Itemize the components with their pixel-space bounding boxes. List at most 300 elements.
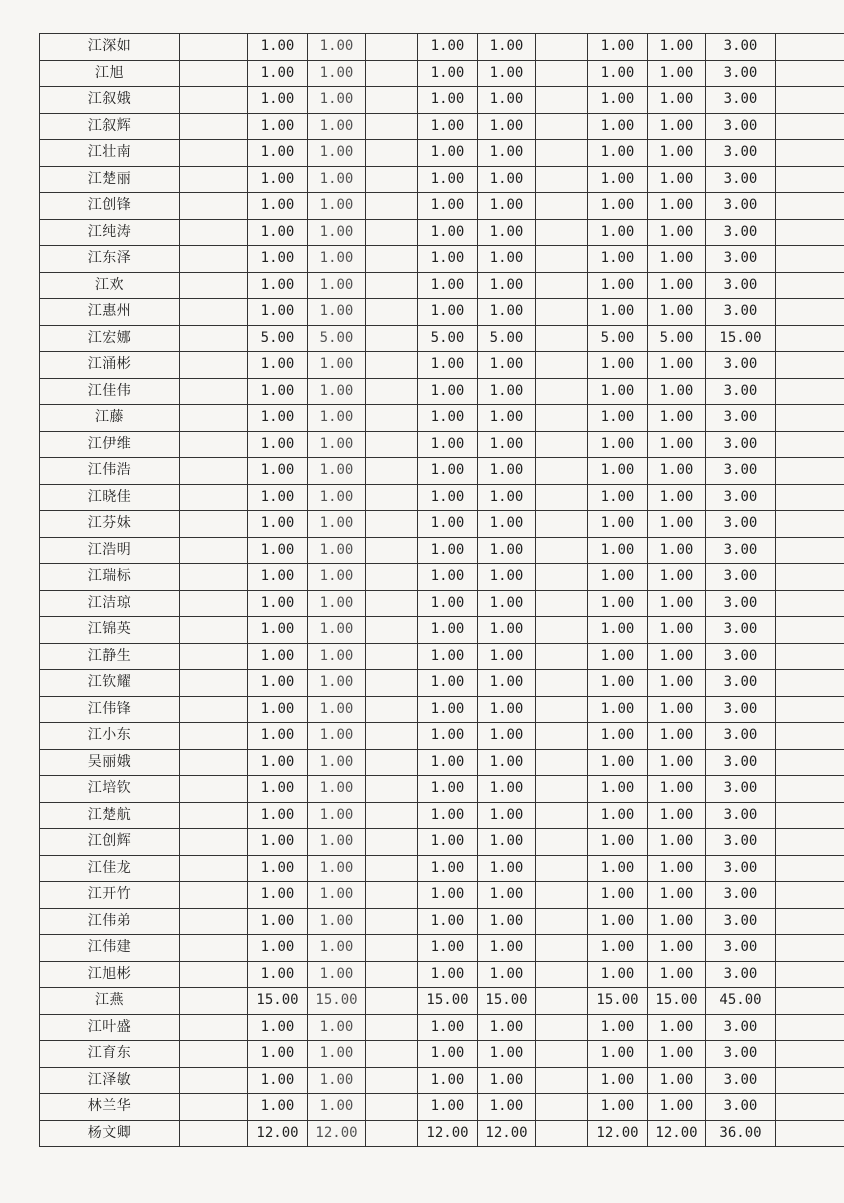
blank-cell	[180, 484, 248, 511]
amount-cell: 1.00	[588, 193, 648, 220]
amount-cell: 1.00	[418, 272, 478, 299]
blank-cell	[536, 325, 588, 352]
amount-cell: 1.00	[418, 193, 478, 220]
table-row	[40, 378, 844, 405]
amount-cell: 1.00	[308, 537, 366, 564]
amount-cell: 1.00	[308, 246, 366, 273]
table-row	[40, 1041, 844, 1068]
amount-cell: 1.00	[478, 458, 536, 485]
amount-cell: 1.00	[248, 696, 308, 723]
blank-cell	[776, 1067, 844, 1094]
amount-cell: 1.00	[248, 352, 308, 379]
amount-cell: 1.00	[308, 352, 366, 379]
table-row	[40, 988, 844, 1015]
amount-cell: 1.00	[478, 776, 536, 803]
blank-cell	[776, 511, 844, 538]
blank-cell	[366, 60, 418, 87]
person-name-cell: 江泽敏	[40, 1067, 180, 1094]
amount-cell: 1.00	[648, 1094, 706, 1121]
amount-cell: 1.00	[478, 352, 536, 379]
amount-cell: 1.00	[478, 87, 536, 114]
blank-cell	[536, 1067, 588, 1094]
blank-cell	[180, 564, 248, 591]
amount-cell: 15.00	[648, 988, 706, 1015]
blank-cell	[366, 1094, 418, 1121]
person-name-cell: 江楚丽	[40, 166, 180, 193]
blank-cell	[776, 113, 844, 140]
amount-cell: 1.00	[308, 882, 366, 909]
amount-cell: 1.00	[588, 723, 648, 750]
amount-cell: 1.00	[248, 272, 308, 299]
blank-cell	[180, 511, 248, 538]
amount-cell: 1.00	[588, 299, 648, 326]
blank-cell	[366, 246, 418, 273]
amount-cell: 1.00	[588, 405, 648, 432]
amount-cell: 1.00	[588, 590, 648, 617]
amount-cell: 1.00	[418, 246, 478, 273]
amount-cell: 1.00	[478, 882, 536, 909]
blank-cell	[536, 272, 588, 299]
amount-cell: 1.00	[588, 113, 648, 140]
ledger-table	[39, 33, 844, 1147]
amount-cell: 1.00	[418, 696, 478, 723]
table-row	[40, 855, 844, 882]
amount-cell: 1.00	[248, 564, 308, 591]
table-row	[40, 749, 844, 776]
blank-cell	[366, 537, 418, 564]
amount-cell: 1.00	[418, 908, 478, 935]
total-cell: 3.00	[706, 882, 776, 909]
amount-cell: 1.00	[248, 617, 308, 644]
table-row	[40, 246, 844, 273]
table-row	[40, 405, 844, 432]
blank-cell	[536, 246, 588, 273]
total-cell: 3.00	[706, 378, 776, 405]
blank-cell	[366, 352, 418, 379]
amount-cell: 1.00	[588, 1014, 648, 1041]
blank-cell	[180, 988, 248, 1015]
table-row	[40, 60, 844, 87]
table-row	[40, 511, 844, 538]
table-row	[40, 272, 844, 299]
blank-cell	[776, 166, 844, 193]
total-cell: 3.00	[706, 696, 776, 723]
blank-cell	[776, 1120, 844, 1147]
amount-cell: 1.00	[478, 1067, 536, 1094]
amount-cell: 1.00	[418, 961, 478, 988]
amount-cell: 1.00	[648, 193, 706, 220]
amount-cell: 1.00	[308, 802, 366, 829]
blank-cell	[776, 935, 844, 962]
blank-cell	[536, 34, 588, 61]
blank-cell	[776, 352, 844, 379]
table-row	[40, 908, 844, 935]
person-name-cell: 江佳龙	[40, 855, 180, 882]
person-name-cell: 江叙娥	[40, 87, 180, 114]
total-cell: 45.00	[706, 988, 776, 1015]
table-row	[40, 935, 844, 962]
amount-cell: 1.00	[478, 431, 536, 458]
blank-cell	[536, 564, 588, 591]
amount-cell: 1.00	[308, 670, 366, 697]
table-row	[40, 802, 844, 829]
total-cell: 3.00	[706, 670, 776, 697]
amount-cell: 5.00	[418, 325, 478, 352]
amount-cell: 1.00	[308, 140, 366, 167]
blank-cell	[536, 882, 588, 909]
total-cell: 3.00	[706, 140, 776, 167]
amount-cell: 1.00	[478, 246, 536, 273]
total-cell: 3.00	[706, 776, 776, 803]
blank-cell	[366, 1041, 418, 1068]
amount-cell: 1.00	[308, 935, 366, 962]
table-row	[40, 696, 844, 723]
person-name-cell: 江育东	[40, 1041, 180, 1068]
amount-cell: 12.00	[418, 1120, 478, 1147]
amount-cell: 1.00	[248, 537, 308, 564]
amount-cell: 1.00	[588, 961, 648, 988]
blank-cell	[366, 458, 418, 485]
amount-cell: 1.00	[418, 431, 478, 458]
blank-cell	[536, 511, 588, 538]
amount-cell: 1.00	[248, 723, 308, 750]
total-cell: 3.00	[706, 935, 776, 962]
table-row	[40, 352, 844, 379]
blank-cell	[180, 908, 248, 935]
amount-cell: 1.00	[418, 882, 478, 909]
blank-cell	[180, 87, 248, 114]
total-cell: 3.00	[706, 60, 776, 87]
blank-cell	[536, 855, 588, 882]
amount-cell: 1.00	[478, 802, 536, 829]
amount-cell: 15.00	[478, 988, 536, 1015]
person-name-cell: 江纯涛	[40, 219, 180, 246]
amount-cell: 1.00	[648, 431, 706, 458]
person-name-cell: 江壮南	[40, 140, 180, 167]
amount-cell: 1.00	[308, 113, 366, 140]
table-row	[40, 564, 844, 591]
ledger-body	[40, 34, 844, 1147]
blank-cell	[180, 140, 248, 167]
amount-cell: 1.00	[478, 1014, 536, 1041]
blank-cell	[776, 564, 844, 591]
amount-cell: 1.00	[588, 166, 648, 193]
amount-cell: 1.00	[418, 643, 478, 670]
table-row	[40, 1094, 844, 1121]
amount-cell: 1.00	[418, 1014, 478, 1041]
amount-cell: 1.00	[308, 564, 366, 591]
amount-cell: 12.00	[478, 1120, 536, 1147]
blank-cell	[776, 458, 844, 485]
amount-cell: 5.00	[248, 325, 308, 352]
blank-cell	[536, 87, 588, 114]
person-name-cell: 吴丽娥	[40, 749, 180, 776]
blank-cell	[776, 643, 844, 670]
amount-cell: 1.00	[308, 908, 366, 935]
blank-cell	[776, 696, 844, 723]
amount-cell: 1.00	[248, 166, 308, 193]
amount-cell: 1.00	[648, 882, 706, 909]
amount-cell: 1.00	[308, 458, 366, 485]
amount-cell: 1.00	[308, 1094, 366, 1121]
amount-cell: 1.00	[418, 140, 478, 167]
blank-cell	[366, 988, 418, 1015]
amount-cell: 1.00	[248, 670, 308, 697]
blank-cell	[180, 776, 248, 803]
amount-cell: 1.00	[648, 776, 706, 803]
blank-cell	[776, 299, 844, 326]
amount-cell: 1.00	[418, 590, 478, 617]
person-name-cell: 江培钦	[40, 776, 180, 803]
blank-cell	[776, 140, 844, 167]
blank-cell	[776, 431, 844, 458]
amount-cell: 1.00	[648, 723, 706, 750]
blank-cell	[536, 484, 588, 511]
blank-cell	[180, 166, 248, 193]
person-name-cell: 江伊维	[40, 431, 180, 458]
blank-cell	[776, 855, 844, 882]
blank-cell	[776, 405, 844, 432]
blank-cell	[776, 325, 844, 352]
blank-cell	[180, 1014, 248, 1041]
blank-cell	[776, 802, 844, 829]
amount-cell: 1.00	[248, 219, 308, 246]
amount-cell: 1.00	[418, 352, 478, 379]
amount-cell: 1.00	[588, 484, 648, 511]
total-cell: 3.00	[706, 246, 776, 273]
total-cell: 3.00	[706, 34, 776, 61]
amount-cell: 1.00	[308, 696, 366, 723]
person-name-cell: 江钦耀	[40, 670, 180, 697]
person-name-cell: 江旭	[40, 60, 180, 87]
table-row	[40, 1014, 844, 1041]
blank-cell	[180, 352, 248, 379]
table-row	[40, 113, 844, 140]
amount-cell: 1.00	[248, 590, 308, 617]
amount-cell: 1.00	[478, 405, 536, 432]
total-cell: 3.00	[706, 1014, 776, 1041]
amount-cell: 1.00	[248, 405, 308, 432]
amount-cell: 1.00	[588, 696, 648, 723]
amount-cell: 1.00	[248, 299, 308, 326]
amount-cell: 1.00	[648, 670, 706, 697]
amount-cell: 1.00	[588, 855, 648, 882]
blank-cell	[536, 670, 588, 697]
table-row	[40, 829, 844, 856]
person-name-cell: 江伟锋	[40, 696, 180, 723]
blank-cell	[366, 140, 418, 167]
amount-cell: 1.00	[478, 855, 536, 882]
amount-cell: 1.00	[588, 140, 648, 167]
amount-cell: 1.00	[308, 855, 366, 882]
amount-cell: 1.00	[248, 802, 308, 829]
amount-cell: 5.00	[588, 325, 648, 352]
blank-cell	[366, 749, 418, 776]
amount-cell: 1.00	[478, 643, 536, 670]
blank-cell	[366, 564, 418, 591]
amount-cell: 1.00	[418, 564, 478, 591]
table-row	[40, 961, 844, 988]
amount-cell: 12.00	[248, 1120, 308, 1147]
amount-cell: 1.00	[248, 1041, 308, 1068]
amount-cell: 1.00	[478, 696, 536, 723]
total-cell: 3.00	[706, 749, 776, 776]
blank-cell	[536, 166, 588, 193]
total-cell: 3.00	[706, 458, 776, 485]
amount-cell: 1.00	[588, 219, 648, 246]
blank-cell	[180, 696, 248, 723]
table-row	[40, 219, 844, 246]
person-name-cell: 江燕	[40, 988, 180, 1015]
blank-cell	[366, 855, 418, 882]
blank-cell	[776, 34, 844, 61]
amount-cell: 1.00	[478, 140, 536, 167]
amount-cell: 1.00	[478, 537, 536, 564]
amount-cell: 1.00	[418, 749, 478, 776]
blank-cell	[536, 537, 588, 564]
amount-cell: 1.00	[648, 564, 706, 591]
blank-cell	[366, 670, 418, 697]
person-name-cell: 江叙辉	[40, 113, 180, 140]
person-name-cell: 江宏娜	[40, 325, 180, 352]
amount-cell: 15.00	[418, 988, 478, 1015]
amount-cell: 1.00	[648, 140, 706, 167]
blank-cell	[366, 776, 418, 803]
blank-cell	[366, 299, 418, 326]
amount-cell: 1.00	[308, 511, 366, 538]
amount-cell: 1.00	[418, 1041, 478, 1068]
blank-cell	[366, 484, 418, 511]
amount-cell: 1.00	[478, 219, 536, 246]
amount-cell: 1.00	[418, 1094, 478, 1121]
amount-cell: 1.00	[418, 935, 478, 962]
amount-cell: 1.00	[308, 87, 366, 114]
amount-cell: 1.00	[478, 511, 536, 538]
amount-cell: 1.00	[648, 590, 706, 617]
amount-cell: 1.00	[308, 723, 366, 750]
amount-cell: 1.00	[588, 34, 648, 61]
amount-cell: 1.00	[308, 961, 366, 988]
blank-cell	[180, 34, 248, 61]
amount-cell: 1.00	[248, 1067, 308, 1094]
amount-cell: 1.00	[418, 723, 478, 750]
total-cell: 3.00	[706, 855, 776, 882]
blank-cell	[180, 537, 248, 564]
amount-cell: 1.00	[418, 484, 478, 511]
blank-cell	[366, 219, 418, 246]
blank-cell	[366, 1120, 418, 1147]
amount-cell: 1.00	[588, 246, 648, 273]
blank-cell	[776, 1094, 844, 1121]
table-row	[40, 643, 844, 670]
person-name-cell: 江瑞标	[40, 564, 180, 591]
total-cell: 3.00	[706, 193, 776, 220]
total-cell: 3.00	[706, 87, 776, 114]
amount-cell: 1.00	[418, 802, 478, 829]
blank-cell	[776, 749, 844, 776]
amount-cell: 1.00	[648, 643, 706, 670]
amount-cell: 1.00	[418, 617, 478, 644]
total-cell: 3.00	[706, 484, 776, 511]
amount-cell: 1.00	[418, 60, 478, 87]
blank-cell	[180, 193, 248, 220]
blank-cell	[536, 988, 588, 1015]
amount-cell: 1.00	[648, 1041, 706, 1068]
amount-cell: 1.00	[648, 696, 706, 723]
amount-cell: 1.00	[588, 60, 648, 87]
amount-cell: 1.00	[248, 855, 308, 882]
blank-cell	[536, 802, 588, 829]
blank-cell	[536, 458, 588, 485]
amount-cell: 1.00	[248, 458, 308, 485]
blank-cell	[180, 1067, 248, 1094]
blank-cell	[776, 723, 844, 750]
total-cell: 3.00	[706, 961, 776, 988]
blank-cell	[366, 405, 418, 432]
amount-cell: 1.00	[308, 60, 366, 87]
blank-cell	[366, 961, 418, 988]
amount-cell: 5.00	[478, 325, 536, 352]
amount-cell: 1.00	[648, 1014, 706, 1041]
amount-cell: 1.00	[418, 113, 478, 140]
amount-cell: 1.00	[248, 961, 308, 988]
amount-cell: 1.00	[248, 113, 308, 140]
person-name-cell: 江欢	[40, 272, 180, 299]
total-cell: 3.00	[706, 617, 776, 644]
amount-cell: 1.00	[248, 193, 308, 220]
amount-cell: 1.00	[588, 670, 648, 697]
amount-cell: 1.00	[588, 882, 648, 909]
amount-cell: 1.00	[648, 908, 706, 935]
blank-cell	[536, 60, 588, 87]
blank-cell	[776, 670, 844, 697]
amount-cell: 1.00	[478, 617, 536, 644]
blank-cell	[366, 325, 418, 352]
blank-cell	[776, 219, 844, 246]
amount-cell: 1.00	[248, 87, 308, 114]
amount-cell: 1.00	[648, 802, 706, 829]
amount-cell: 1.00	[418, 219, 478, 246]
blank-cell	[536, 935, 588, 962]
blank-cell	[776, 590, 844, 617]
blank-cell	[536, 749, 588, 776]
blank-cell	[536, 1120, 588, 1147]
amount-cell: 1.00	[308, 166, 366, 193]
amount-cell: 1.00	[478, 60, 536, 87]
blank-cell	[366, 34, 418, 61]
amount-cell: 1.00	[588, 431, 648, 458]
blank-cell	[536, 908, 588, 935]
blank-cell	[536, 617, 588, 644]
blank-cell	[366, 272, 418, 299]
amount-cell: 1.00	[308, 643, 366, 670]
blank-cell	[366, 935, 418, 962]
amount-cell: 1.00	[478, 961, 536, 988]
person-name-cell: 江涌彬	[40, 352, 180, 379]
amount-cell: 1.00	[588, 617, 648, 644]
blank-cell	[366, 378, 418, 405]
amount-cell: 1.00	[588, 643, 648, 670]
amount-cell: 1.00	[248, 34, 308, 61]
blank-cell	[180, 935, 248, 962]
blank-cell	[536, 378, 588, 405]
amount-cell: 1.00	[248, 749, 308, 776]
blank-cell	[180, 882, 248, 909]
amount-cell: 1.00	[308, 405, 366, 432]
total-cell: 3.00	[706, 431, 776, 458]
amount-cell: 1.00	[248, 140, 308, 167]
table-row	[40, 431, 844, 458]
